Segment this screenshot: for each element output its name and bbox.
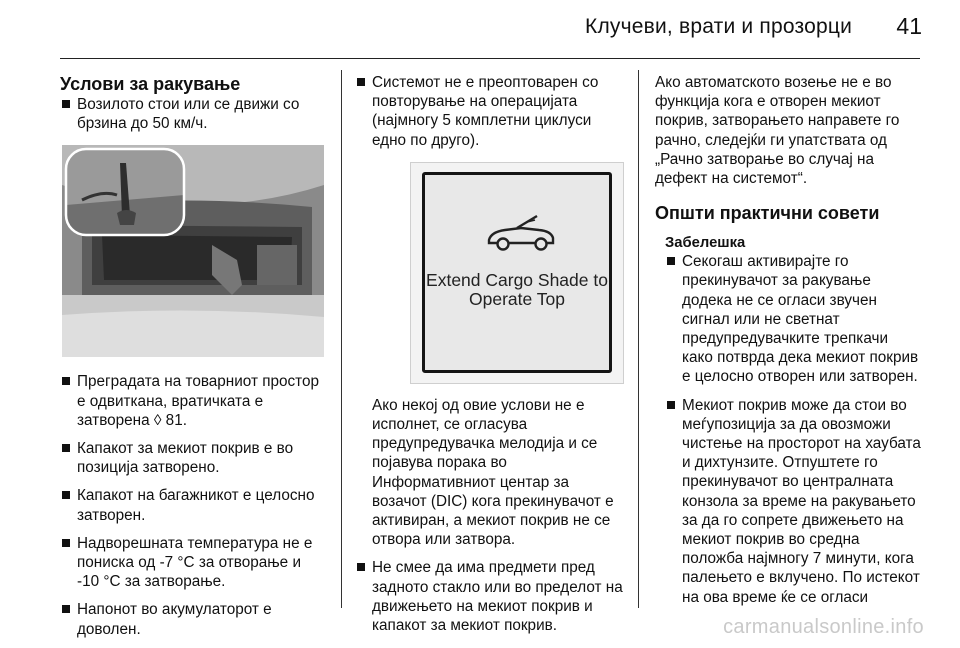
list-item: Мекиот покрив може да стои во меѓупозиција за да овозможи чистење на просторот на хаубата и дихтунзите. Отпуштете го прекинувачот во централната конзола за време на ракувањето за да го сопрете движењето на мекиот покрив во средна положба најмногу 7 минути, кога палењето е вклучено. По истекот на ова време ќе се огласи xyxy=(665,396,923,607)
section-heading-practical-tips: Општи практични совети xyxy=(655,203,880,224)
list-item: Не смее да има предмети пред задното стакло или во пределот на движењето на мекиот покрив и капакот за мекиот покрив. xyxy=(355,558,623,635)
column-divider-1 xyxy=(341,70,342,608)
conditions-list xyxy=(60,372,327,638)
page-header xyxy=(0,0,960,58)
list-item: Надворешната температура не е пониска од -7 °C за отворање и -10 °C за затворање. xyxy=(60,534,327,592)
list-item: Секогаш активирајте го прекинувачот за ракување додека не се огласи звучен сигнал или не светнат предупредувачките трепкачи како потврда дека мекиот покрив е целосно отворен или затворен. xyxy=(665,252,923,386)
list-item: Возилото стои или се движи со брзина до 50 км/ч. xyxy=(60,95,327,133)
header-title: Клучеви, врати и прозорци xyxy=(585,15,852,38)
requirements-list xyxy=(355,558,623,635)
list-item: Капакот на багажникот е целосно затворен. xyxy=(60,486,327,524)
conditions-list-intro xyxy=(60,95,327,133)
cargo-area-photo xyxy=(62,145,324,357)
list-item: Капакот за мекиот покрив е во позиција затворено. xyxy=(60,439,327,477)
display-screen xyxy=(422,172,612,373)
watermark: carmanualsonline.info xyxy=(723,616,924,638)
convertible-car-icon xyxy=(481,210,561,255)
section-heading-operating-conditions: Услови за ракување xyxy=(60,74,241,94)
column-2 xyxy=(355,73,623,644)
header-rule xyxy=(60,58,920,59)
column-3 xyxy=(655,73,923,616)
note-label: Забелешка xyxy=(665,235,746,252)
column-divider-2 xyxy=(638,70,639,608)
list-item: Напонот во акумулаторот е доволен. xyxy=(60,600,327,638)
note-block xyxy=(655,234,923,607)
dic-message-display xyxy=(410,162,624,384)
page-number: 41 xyxy=(896,13,922,39)
column-1 xyxy=(60,73,327,648)
display-message: Extend Cargo Shade to Operate Top xyxy=(426,269,608,309)
list-item: Преградата на товарниот простор е одвиткана, вратичката е затворена ◊ 81. xyxy=(60,372,327,430)
paragraph: Ако автоматското возење не е во функција кога е отворен мекиот покрив, затворањето направете го рачно, следејќи ги упатствата од „Рачно затворање во случај на дефект на системот“. xyxy=(655,74,900,188)
conditions-list-continued xyxy=(355,73,623,150)
tips-list xyxy=(665,252,923,607)
list-item: Системот не е преоптоварен со повторување на операцијата (најмногу 5 комплетни циклуси едно по друго). xyxy=(355,73,623,150)
paragraph: Ако некој од овие услови не е исполнет, се огласува предупредувачка мелодија и се појавува порака во Информативниот центар за возачот (DIC) кога прекинувачот е активиран, а мекиот покрив не се отвора или затвора. xyxy=(372,396,614,549)
